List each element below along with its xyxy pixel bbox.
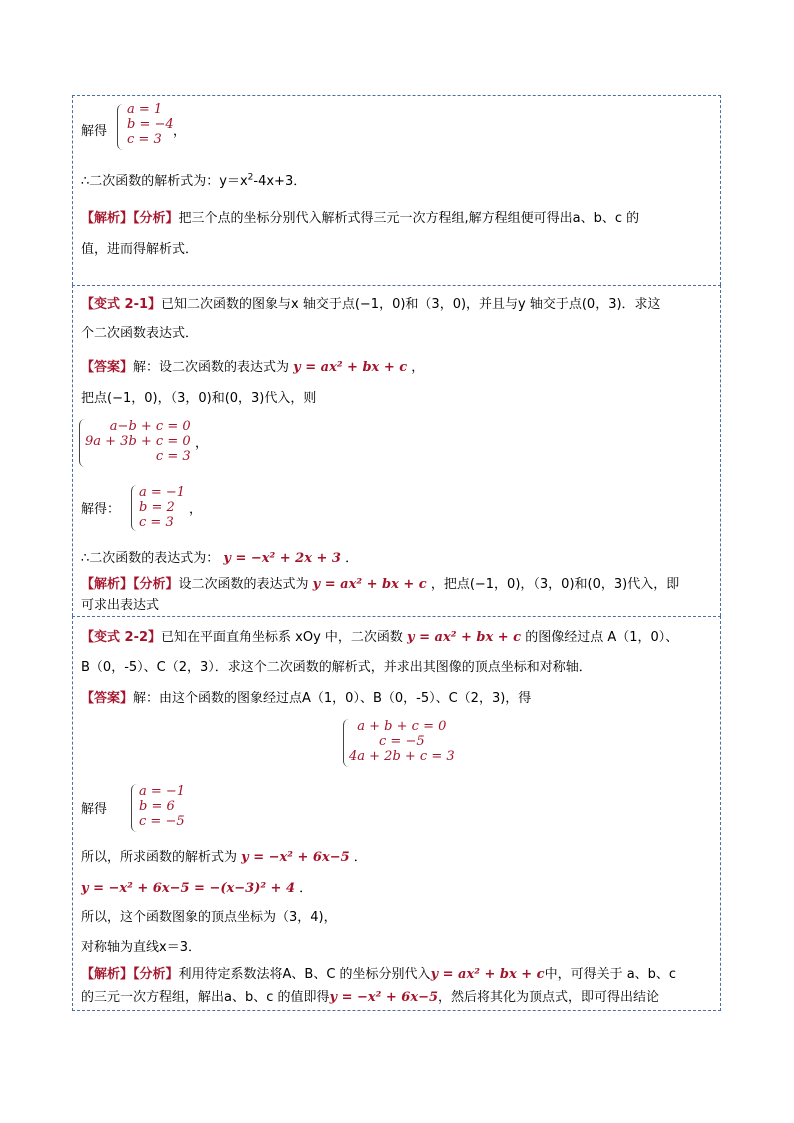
system-line: b = 2 <box>139 500 175 515</box>
analysis-subtag: 【分析】 <box>133 967 179 982</box>
system-line: c = 3 <box>127 132 162 147</box>
vertex-form-line: y = −x² + 6x−5 = −(x−3)² + 4 ． <box>81 881 313 896</box>
variant-2-1-box <box>72 285 721 616</box>
analysis-line-2: 的三元一次方程组，解出a、b、c 的值即得y = −x² + 6x−5，然后将其化为顶点式，即可得出结论 <box>81 990 660 1005</box>
analysis-line: 【解析】【分析】利用待定系数法将A、B、C 的坐标分别代入y = ax² + bx + c中，可得关于 a、b、c <box>81 967 677 982</box>
system-line: a + b + c = 0 <box>357 719 447 734</box>
analysis-tag: 【解析】 <box>81 211 134 226</box>
solution-box-1 <box>72 95 721 285</box>
variant-2-2-box <box>72 616 721 1011</box>
variant-tag: 【变式 2-2】 <box>81 630 162 645</box>
analysis-line: 【解析】【分析】设二次函数的表达式为 y = ax² + bx + c ，把点(−1，0)，（3，0)和(0，3)代入，即 <box>81 577 680 592</box>
solution-system <box>127 102 174 147</box>
solve-comma: ， <box>189 502 203 517</box>
therefore-line: ∴二次函数的解析式为：$y=x^2-4x+3$． <box>81 172 307 189</box>
solve-brace <box>131 485 138 531</box>
analysis-line-2: 可求出表达式 <box>81 598 160 613</box>
system-line: c = 3 <box>155 449 191 464</box>
formula: y = −x² + 6x−5 <box>241 850 350 865</box>
system-line: b = −4 <box>127 117 174 132</box>
analysis-line-2: 值，进而得解析式． <box>81 242 199 257</box>
system-line: c = −5 <box>139 814 185 829</box>
formula: y = −x² + 2x + 3 <box>223 551 341 566</box>
vertex-line: 所以，这个函数图象的顶点坐标为（3，4)， <box>81 910 337 925</box>
answer-line: 【答案】解：由这个函数的图象经过点A（1，0）、B（0，-5）、C（2，3)，得 <box>81 691 532 706</box>
answer-line: 【答案】解：设二次函数的表达式为 y = ax² + bx + c ， <box>81 360 425 375</box>
system-line: 4a + 2b + c = 3 <box>349 749 455 764</box>
system-line: b = 6 <box>139 799 175 814</box>
system-comma: ， <box>173 124 187 139</box>
axis-line: 对称轴为直线x＝3． <box>81 940 201 955</box>
question-line-2: 个二次函数表达式． <box>81 326 199 341</box>
solve-label: 解得： <box>81 502 121 517</box>
formula: y = ax² + bx + c <box>293 360 408 375</box>
system-brace <box>117 104 124 150</box>
analysis-tag: 【解析】 <box>81 577 134 592</box>
system-comma: ， <box>195 436 209 451</box>
formula: y = ax² + bx + c <box>312 577 427 592</box>
result-line: 所以，所求函数的解析式为 y = −x² + 6x−5 ． <box>81 850 367 865</box>
analysis-tag: 【解析】 <box>81 967 134 982</box>
solve-label: 解得 <box>81 802 108 817</box>
system-line: a−b + c = 0 <box>109 419 191 434</box>
analysis-subtag: 【分析】 <box>133 577 179 592</box>
substitute-line: 把点(−1，0)，（3，0)和(0，3)代入，则 <box>81 391 317 406</box>
solution-system <box>139 784 185 829</box>
formula: y = −x² + 6x−5 <box>329 990 439 1005</box>
analysis-subtag: 【分析】 <box>133 211 179 226</box>
system-line: a = 1 <box>127 102 163 117</box>
system-line: c = −5 <box>379 734 425 749</box>
question-line-2: B（0，-5）、C（2，3）．求这个二次函数的解析式，并求出其图像的顶点坐标和对称轴． <box>81 660 592 675</box>
system-line: a = −1 <box>139 784 186 799</box>
solution-system <box>139 485 185 530</box>
analysis-line: 【解析】【分析】把三个点的坐标分别代入解析式得三元一次方程组,解方程组便可得出a、b、c 的 <box>81 211 640 226</box>
answer-tag: 【答案】 <box>81 360 134 375</box>
system-line: 9a + 3b + c = 0 <box>85 434 191 449</box>
formula: y = ax² + bx + c <box>430 967 545 982</box>
formula: y = −x² + 6x−5 = −(x−3)² + 4 <box>81 881 296 896</box>
solve-brace <box>131 784 138 832</box>
question-line: 【变式 2-2】已知在平面直角坐标系 xOy 中，二次函数 y = ax² + bx + c 的图像经过点 A（1，0）、 <box>81 630 679 645</box>
equation-system <box>85 419 191 464</box>
variant-tag: 【变式 2-1】 <box>81 297 162 312</box>
therefore-line: ∴二次函数的表达式为： y = −x² + 2x + 3 ． <box>81 551 359 566</box>
equation-system <box>349 719 455 764</box>
solve-label: 解得 <box>81 124 108 139</box>
formula: y = ax² + bx + c <box>407 630 522 645</box>
system-line: c = 3 <box>139 515 174 530</box>
question-line: 【变式 2-1】已知二次函数的图象与x 轴交于点(−1，0)和（3，0)，并且与y 轴交于点(0，3)．求这 <box>81 297 661 312</box>
system-line: a = −1 <box>139 485 186 500</box>
answer-tag: 【答案】 <box>81 691 134 706</box>
